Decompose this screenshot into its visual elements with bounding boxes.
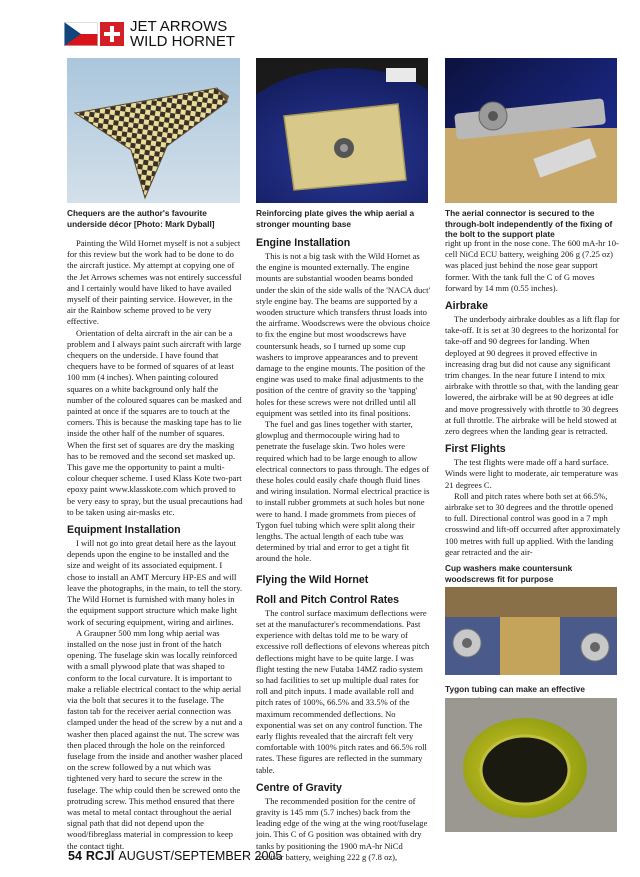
- col1-paragraph-4: A Graupner 500 mm long whip aerial was installed on the nose just in front of the hatch opening. The fuselage skin was locally reinforced with a small plywood plate that was shaped to conform to the local curvature. It is important to make a reliable electrical contact to the whip aerial via the bolt that secures it to the fuselage. The faston tab for the receiver aerial connection was clamped under the head of the screw by a nut and a washer then placed against the nut. The screw was then placed through the hole on the reinforced fuselage from the inside and another washer placed on the screw followed by a nut which was tightened very hard to secure the screw in the fuselage. The whip could then be screwed onto the protruding screw. This method ensured that there was metal to metal contact throughout the aerial signal path that did not depend upon the wood/fibreglass material in compression to keep the contact tight.: [67, 627, 243, 851]
- header-line-2: WILD HORNET: [130, 33, 235, 50]
- column-2: [256, 237, 432, 863]
- cg-heading: Centre of Gravity: [256, 781, 342, 794]
- page-footer: [68, 849, 282, 863]
- connector-caption: The aerial connector is secured to the through-bolt independently of the fixing of the bolt to the support plate: [445, 208, 613, 239]
- connector-photo: [445, 58, 617, 203]
- header-line-1: JET ARROWS: [130, 18, 228, 35]
- col3-paragraph-1: right up front in the nose cone. The 600 mA-hr 10-cell NiCd ECU battery, weighing 206 g (7.25 oz) was placed just behind the nose gear support former. With the tank full the C of G moves forward by 14 mm (0.55 inches).: [445, 238, 619, 293]
- grommet-photo: [445, 698, 617, 832]
- col3-paragraph-4: Roll and pitch rates where both set at 66.5%, airbrake set to 30 degrees and the throttle opened to full. Directional control was good in a 7 mph crosswind and lift-off occurred after approximately 100 metres with full up applied. With the landing gear retracted and the air-: [445, 490, 621, 557]
- underside-caption: Chequers are the author's favourite underside décor [Photo: Mark Dyball]: [67, 208, 215, 229]
- washers-caption: Cup washers make countersunk woodscrews fit for purpose: [445, 563, 573, 584]
- swiss-flag-icon: [100, 22, 124, 46]
- czech-flag-icon: [64, 22, 98, 46]
- column-3: [445, 238, 621, 558]
- col1-paragraph-1: Painting the Wild Hornet myself is not a subject for this review but the work had to be done to do the aircraft justice. My attempt at copying one of the Jet Arrows schemes was not entirely successful and I certainly would have liked to have availed myself of their painting service. However, in the air the Rainbow scheme proved to be very effective.: [67, 238, 242, 327]
- underside-photo: [67, 58, 240, 203]
- washers-photo: [445, 587, 617, 675]
- equipment-heading: Equipment Installation: [67, 524, 181, 537]
- page-number: 54: [68, 849, 82, 863]
- col2-paragraph-2: The fuel and gas lines together with starter, glowplug and thermocouple wiring had to penetrate the fuselage skin. Two holes were required which had to be large enough to allow electrical connectors to pass through. The edges of these holes could easily chafe though fluid lines and wiring insulation. Normal electrical practice is to install rubber grommets at such holes but none were to hand. I made grommets from pieces of Tygon fuel tubing which were split along their lengths. The actual length of each tube was determined by trial and error to get a tight fit around the hole.: [256, 419, 430, 564]
- plate-photo: [256, 58, 428, 203]
- col2-paragraph-4: The recommended position for the centre of gravity is 145 mm (5.7 inches) back from the leading edge of the wing at the wing root/fuselage join. This C of G position was obtained with dry tanks by positioning the 1900 mA-hr NiCd receiver battery, weighing 222 g (7.8 oz),: [256, 795, 428, 862]
- magazine-name: RCJI: [85, 849, 115, 863]
- col2-paragraph-3: The control surface maximum deflections were set at the manufacturer's recommendations. Past experience with deltas told me to be wary of excessive roll deflections of elevons whereas pitch deflections might have to be quite large. I was flight testing the new Futaba 14MZ radio system so had facilities to set up multiple dual rates for roll and pitch inputs. I made available roll and pitch rates of 100%, 66.5% and 33.5% of the maximum recommended deflections. No exponential was set on any control function. The early flights revealed that the aircraft felt very comfortable with 100% pitch rates and 66.5% roll rates. These figures are reflected in the summary table.: [256, 607, 430, 775]
- header-title: [130, 19, 235, 49]
- column-1: [67, 238, 243, 852]
- first-flights-heading: First Flights: [445, 443, 506, 456]
- roll-pitch-heading: Roll and Pitch Control Rates: [256, 593, 400, 606]
- col3-paragraph-3: The test flights were made off a hard surface. Winds were light to moderate, air temperature was 21 degrees C.: [445, 457, 618, 490]
- airbrake-heading: Airbrake: [445, 300, 488, 313]
- grommet-caption: Tygon tubing can make an effective: [445, 684, 586, 694]
- col2-paragraph-1: This is not a big task with the Wild Hornet as the engine is mounted externally. The engine mounts are substantial wooden beams bonded under the skin of the side walls of the 'NACA duct' style engine bay. The beams are supported by a wooden structure which transfers thrust loads into the airframe. Woodscrews were the obvious choice to fix the engine but most woodscrews have countersunk heads, so I turned up some cup washers to improve appearances and to prevent damage to the engine mounts. The position of the engine was used to make final adjustments to the position of the centre of gravity so the 'tapping' holes for these screws were not drilled until all equipment was settled into its final positions.: [256, 251, 431, 418]
- col1-paragraph-2: Orientation of delta aircraft in the air can be a problem and I always paint such aircraft with large chequers on the underside. I have found that chequers have to be formed of squares of at least 100 mm (4 inches). When painting coloured squares on a white background only half the number of the coloured squares can be masked and painted at once if the squares are to touch at the corners. This is because the masking tape has to lie inside the other half of the number of squares. When the first set of squares are dry the masking has to be removed and the second set masked up. This gave me the opportunity to paint a multi-colour chequer scheme. I used Klass Kote two-part epoxy paint www.klasskote.com which proved to be very easy to spray, but the usual precautions had to be taken using air-masks etc.: [67, 327, 243, 517]
- page-header: [64, 17, 235, 51]
- col3-paragraph-2: The underbody airbrake doubles as a lift flap for take-off. It is set at 30 degrees to the horizontal for take-off and 90 degrees for landing. When deployed at 90 degrees it proved effective in increasing drag but did not cause any significant trim changes. In the near future I intend to mix airbrake with throttle so that, with the landing gear lowered, the airbrake will be at 90 degrees at idle and move progressively with throttle to 30 degrees at full throttle. The airbrake will be held stowed at zero degrees when the landing gear is retracted.: [445, 314, 620, 437]
- col1-paragraph-3: I will not go into great detail here as the layout depends upon the engine to be installed and the size and weight of its associated equipment. I chose to install an AMT Mercury HP-ES and will leave the photographs, in the main, to tell the story. The Wild Hornet is furnished with many holes in the equipment support structure which make light work of securing equipment, wiring and airlines.: [67, 538, 243, 627]
- plate-caption: Reinforcing plate gives the whip aerial a stronger mounting base: [256, 208, 415, 229]
- engine-heading: Engine Installation: [256, 237, 351, 249]
- flying-heading: Flying the Wild Hornet: [256, 573, 369, 586]
- issue-date: AUGUST/SEPTEMBER 2005: [118, 849, 283, 863]
